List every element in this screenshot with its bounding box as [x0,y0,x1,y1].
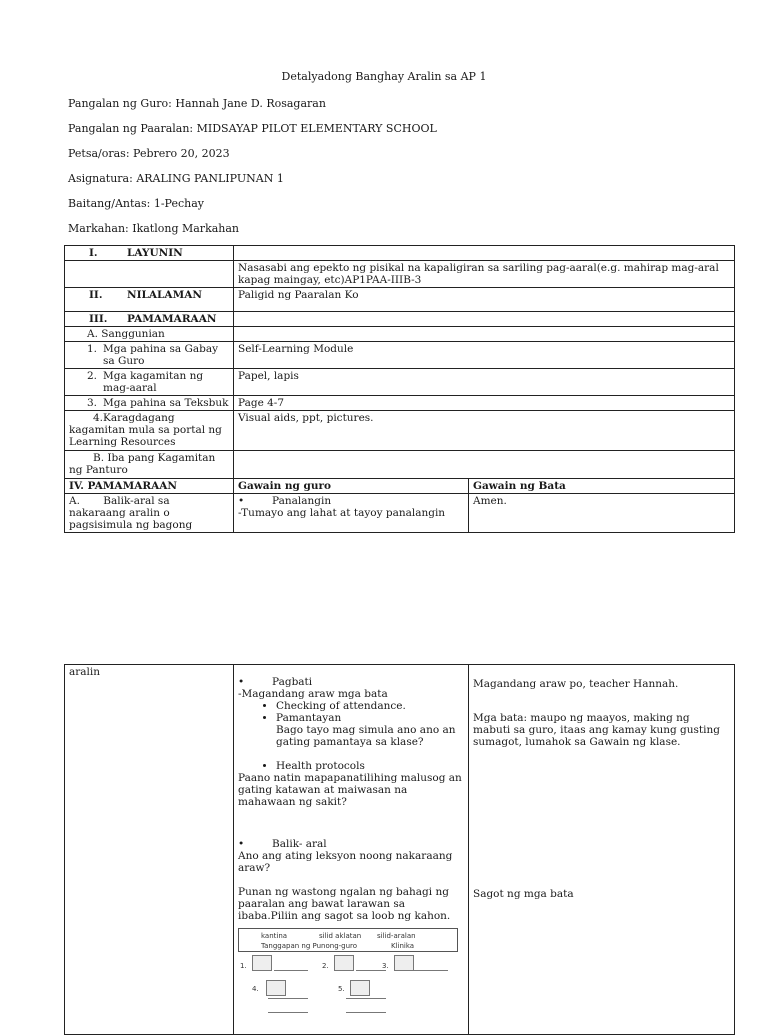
exercise-figure [238,928,456,1016]
bullet: • [238,838,245,850]
item-1-value: Self-Learning Module [234,342,735,369]
item-label: Mga pahina sa Gabay sa Guro [103,343,219,367]
sanggunian-label: A. Sanggunian [65,327,234,342]
checking-attendance: • Checking of attendance. [276,700,464,712]
aralin-label: aralin [65,665,234,1035]
item-4-label: 4.Karagdagang kagamitan mula sa portal ng Learning Resources [65,411,234,451]
lesson-plan-table-1 [64,245,735,533]
item-number: 3. [382,962,389,970]
picture-4 [266,980,286,996]
panalangin-text: Panalangin [272,495,332,507]
school-name: Pangalan ng Paaralan: MIDSAYAP PILOT ELEMENTARY SCHOOL [68,122,437,135]
item-number: 2. [322,962,329,970]
subject: Asignatura: ARALING PANLIPUNAN 1 [68,172,284,185]
section-number: II. [89,289,103,301]
document-title: Detalyadong Banghay Aralin sa AP 1 [281,70,487,83]
item-label: Mga pahina sa Teksbuk [103,397,229,409]
row-item-2 [65,369,735,396]
punan-text: Punan ng wastong ngalan ng bahagi ng paaralan ang bawat larawan sa ibaba.Piliin ang sagot sa loob ng kahon. [238,886,451,922]
item-number: 1. [240,962,247,970]
column-gawain-bata: Gawain ng Bata [469,479,735,494]
bago-text: Bago tayo mag simula ano ano an gating pamantaya sa klase? [276,724,456,748]
word-option: kantina [261,932,288,940]
word-option: silid-aralan [377,932,416,940]
answer-line [346,1012,386,1013]
tumayo-text: -Tumayo ang lahat at tayoy panalangin [238,507,446,519]
bullet: • [238,676,245,688]
quarter: Markahan: Ikatlong Markahan [68,222,240,235]
row-a [65,494,735,533]
magandang-araw-text: -Magandang araw mga bata [238,688,388,700]
grade-level: Baitang/Antas: 1-Pechay [68,197,204,210]
picture-1 [252,955,272,971]
row-item-1 [65,342,735,369]
item-4-value: Visual aids, ppt, pictures. [234,411,735,451]
lesson-plan-table-2 [64,664,735,1035]
paano-text: Paano natin mapapanatilihing malusog an gating katawan at maiwasan na mahawaan ng sakit? [238,772,462,808]
health-protocols: • Health protocols [276,760,464,772]
bata-response-rules: Mga bata: maupo ng maayos, making ng mabuti sa guro, itaas ang kamay kung gusting sumagot, lumahok sa Gawain ng klase. [473,712,720,748]
row-a-guro [234,494,469,533]
row-layunin-text [65,261,735,288]
sub-list-2 [238,760,464,772]
bullet: • [238,495,245,507]
row-a-continued [65,665,735,1035]
nilalaman-text: Paligid ng Paaralan Ko [234,288,735,312]
picture-2 [334,955,354,971]
answer-line [268,1012,308,1013]
item-number: 1. [87,343,98,355]
layunin-text: Nasasabi ang epekto ng pisikal na kapaligiran sa sariling pag-aaral(e.g. mahirap mag-aral kapag maingay, etc)AP1PAA-IIIB-3 [234,261,735,288]
answer-line [274,970,308,971]
word-box [238,928,458,952]
sub-list [238,700,464,724]
answer-line [268,998,308,999]
guro-activities [234,665,469,1035]
row-item-b [65,451,735,479]
column-gawain-guro: Gawain ng guro [234,479,469,494]
row-item-4 [65,411,735,451]
ano-text: Ano ang ating leksyon noong nakaraang araw? [238,850,453,874]
iv-heading: IV. PAMAMARAAN [65,479,234,494]
section-number: III. [89,313,108,325]
section-number: I. [89,247,98,259]
row-nilalaman [65,288,735,312]
picture-5 [350,980,370,996]
word-option: Klinika [391,942,415,950]
section-heading-layunin: LAYUNIN [127,247,183,259]
section-heading-nilalaman: NILALAMAN [127,289,202,301]
item-3-value: Page 4-7 [234,396,735,411]
answer-line [346,998,386,999]
item-number: 2. [87,370,98,382]
row-a-bata: Amen. [469,494,735,533]
word-option: silid aklatan [319,932,362,940]
item-label: Mga kagamitan ng mag-aaral [103,370,204,394]
pamantayan: • Pamantayan [276,712,464,724]
bata-responses [469,665,735,1035]
row-item-3 [65,396,735,411]
row-layunin [65,246,735,261]
word-option: Tanggapan ng Punong-guro [261,942,358,950]
picture-3 [394,955,414,971]
item-number: 3. [87,397,98,409]
date-time: Petsa/oras: Pebrero 20, 2023 [68,147,230,160]
item-2-value: Papel, lapis [234,369,735,396]
row-pamamaraan [65,312,735,327]
balik-aral-text: Balik- aral [272,838,327,850]
item-number: 5. [338,985,345,993]
row-a-label: A. Balik-aral sa nakaraang aralin o pagsisimula ng bagong [65,494,234,533]
bata-response-greeting: Magandang araw po, teacher Hannah. [473,678,679,690]
bata-response-answers: Sagot ng mga bata [473,888,574,900]
row-sanggunian [65,327,735,342]
answer-line [414,970,448,971]
pagbati-text: Pagbati [272,676,313,688]
teacher-name: Pangalan ng Guro: Hannah Jane D. Rosagaran [68,97,326,110]
item-number: 4. [252,985,259,993]
section-heading-pamamaraan: PAMAMARAAN [127,313,217,325]
item-b-label: B. Iba pang Kagamitan ng Panturo [65,451,234,479]
row-iv-header [65,479,735,494]
